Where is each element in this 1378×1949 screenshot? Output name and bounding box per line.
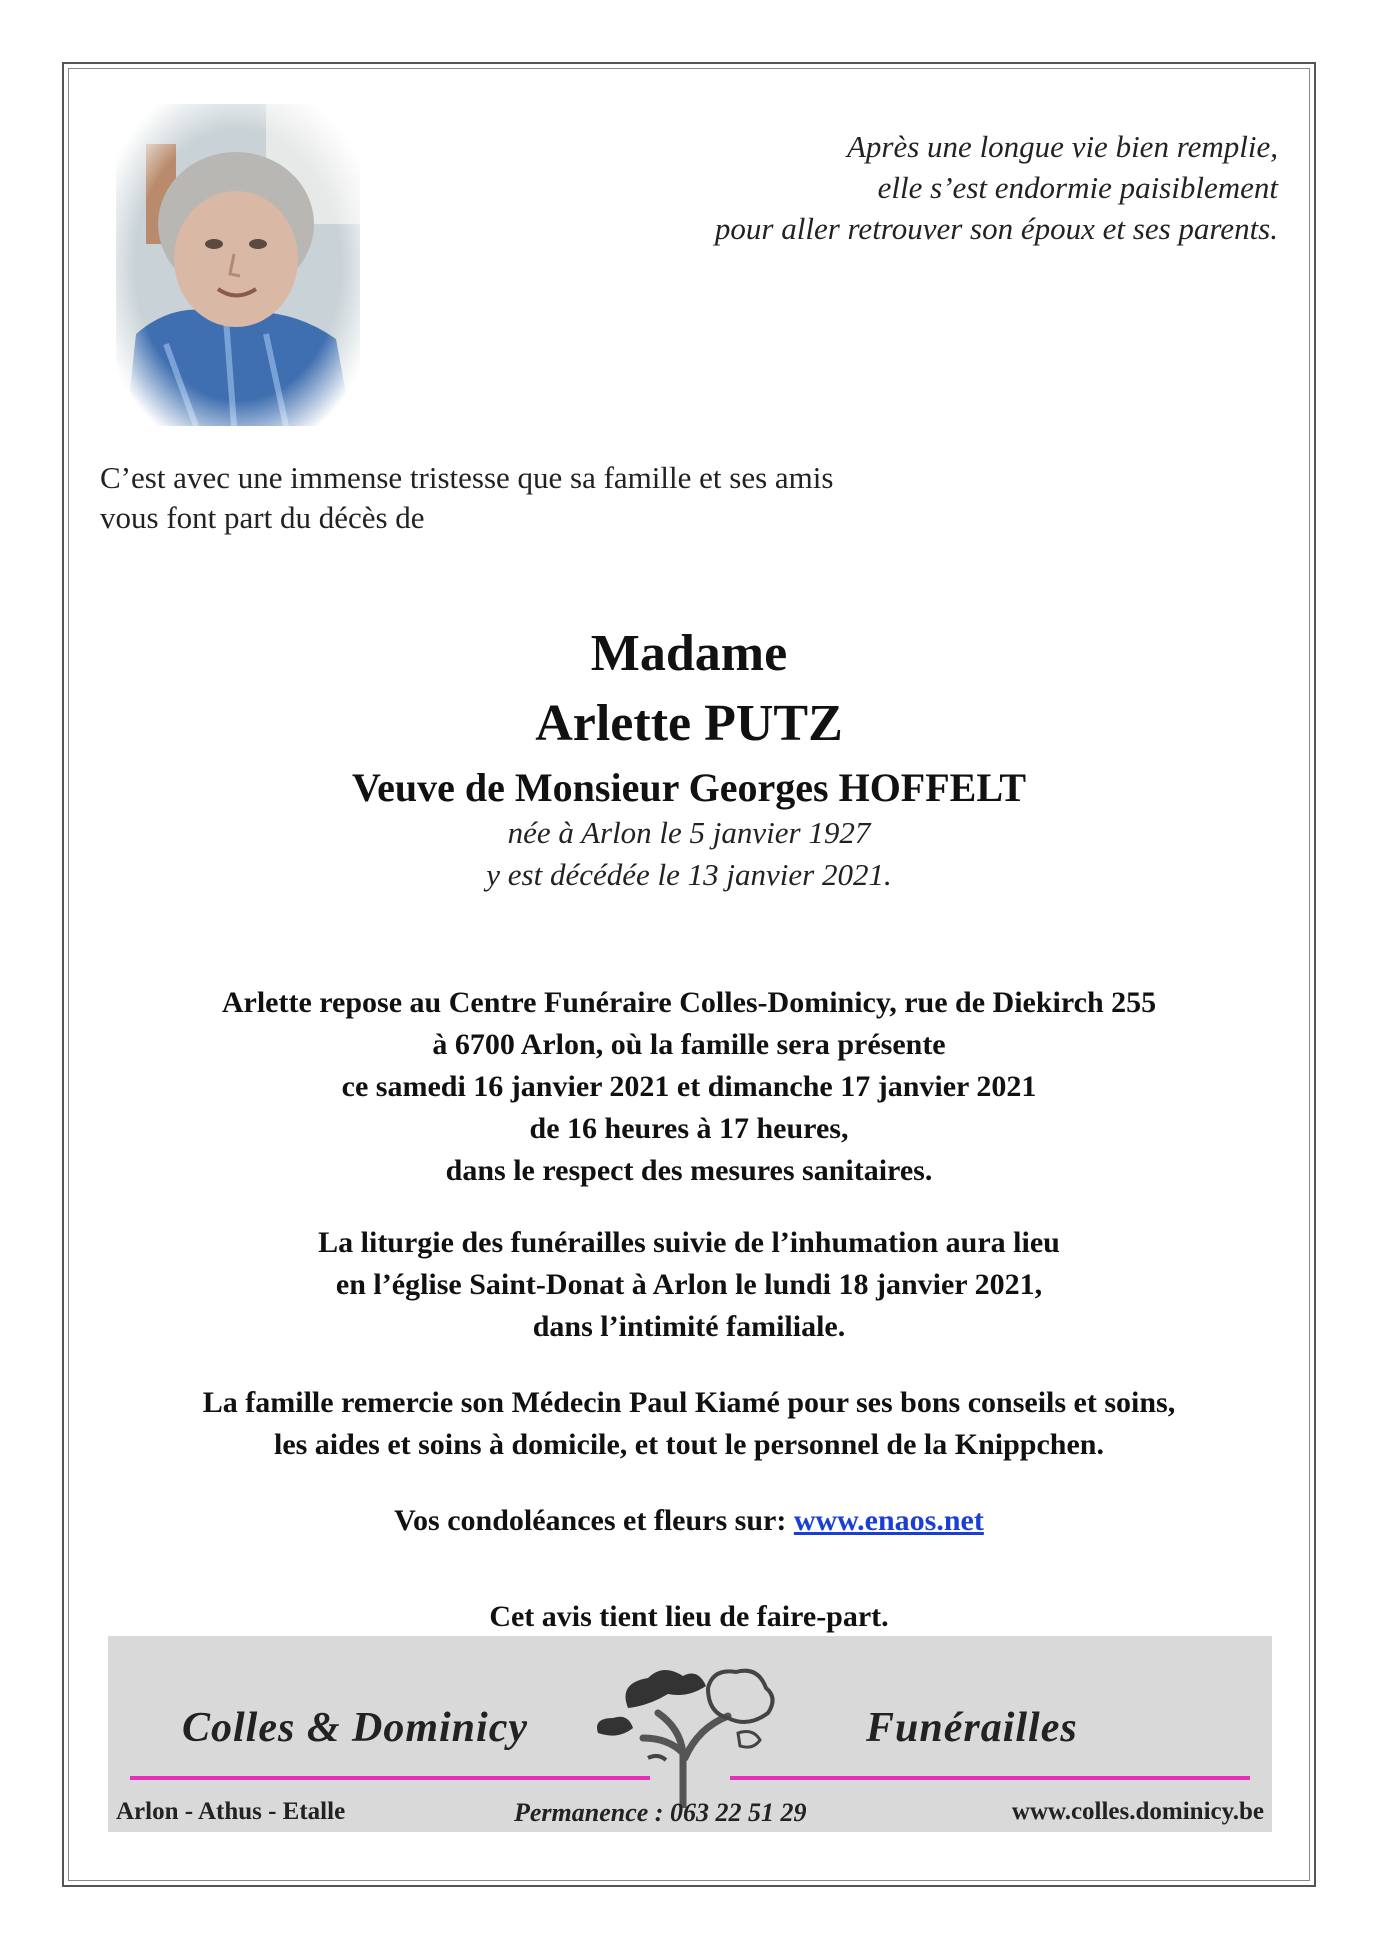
visitation-paragraph [70,982,1308,1192]
intro-line: C’est avec une immense tristesse que sa famille et ses amis [100,460,834,495]
visitation-line: ce samedi 16 janvier 2021 et dimanche 17 janvier 2021 [341,1070,1037,1103]
accent-line-left [130,1776,650,1780]
liturgy-paragraph [70,1222,1308,1348]
funeral-home-banner [108,1636,1272,1832]
death-info: y est décédée le 13 janvier 2021. [486,857,892,892]
epigraph-line: pour aller retrouver son époux et ses parents. [714,211,1278,246]
condolences-label: Vos condoléances et fleurs sur: [394,1504,794,1537]
notice: Cet avis tient lieu de faire-part. [489,1600,889,1633]
thanks-paragraph [70,1382,1308,1466]
epigraph [715,126,1278,249]
brand-tagline: Funérailles [866,1705,1078,1751]
liturgy-line: La liturgie des funérailles suivie de l’inhumation aura lieu [318,1226,1060,1259]
condolences-link[interactable]: www.enaos.net [793,1504,984,1537]
tree-logo-icon [588,1658,788,1808]
honorific: Madame [590,625,788,682]
permanence-phone: Permanence : 063 22 51 29 [514,1798,807,1827]
visitation-line: Arlette repose au Centre Funéraire Colles-Dominicy, rue de Diekirch 255 [221,986,1157,1019]
brand-name: Colles & Dominicy [182,1705,528,1751]
deceased-name: Arlette PUTZ [535,695,843,752]
birth-info: née à Arlon le 5 janvier 1927 [507,815,871,850]
epigraph-line: Après une longue vie bien remplie, [846,129,1278,164]
visitation-line: de 16 heures à 17 heures, [529,1112,849,1145]
locations: Arlon - Athus - Etalle [116,1798,346,1825]
visitation-line: à 6700 Arlon, où la famille sera présente [432,1028,946,1061]
liturgy-line: dans l’intimité familiale. [532,1310,846,1343]
epigraph-line: elle s’est endormie paisiblement [877,170,1278,205]
condolences [70,1500,1308,1542]
website: www.colles.dominicy.be [1011,1798,1264,1825]
portrait-photo [116,104,360,426]
widow-of: Veuve de Monsieur Georges HOFFELT [351,765,1027,810]
visitation-line: dans le respect des mesures sanitaires. [445,1154,933,1187]
intro-text [100,458,833,538]
intro-line: vous font part du décès de [100,500,425,535]
thanks-line: les aides et soins à domicile, et tout le personnel de la Knippchen. [273,1428,1104,1461]
accent-line-right [730,1776,1250,1780]
liturgy-line: en l’église Saint-Donat à Arlon le lundi 18 janvier 2021, [335,1268,1043,1301]
thanks-line: La famille remercie son Médecin Paul Kiamé pour ses bons conseils et soins, [202,1386,1176,1419]
